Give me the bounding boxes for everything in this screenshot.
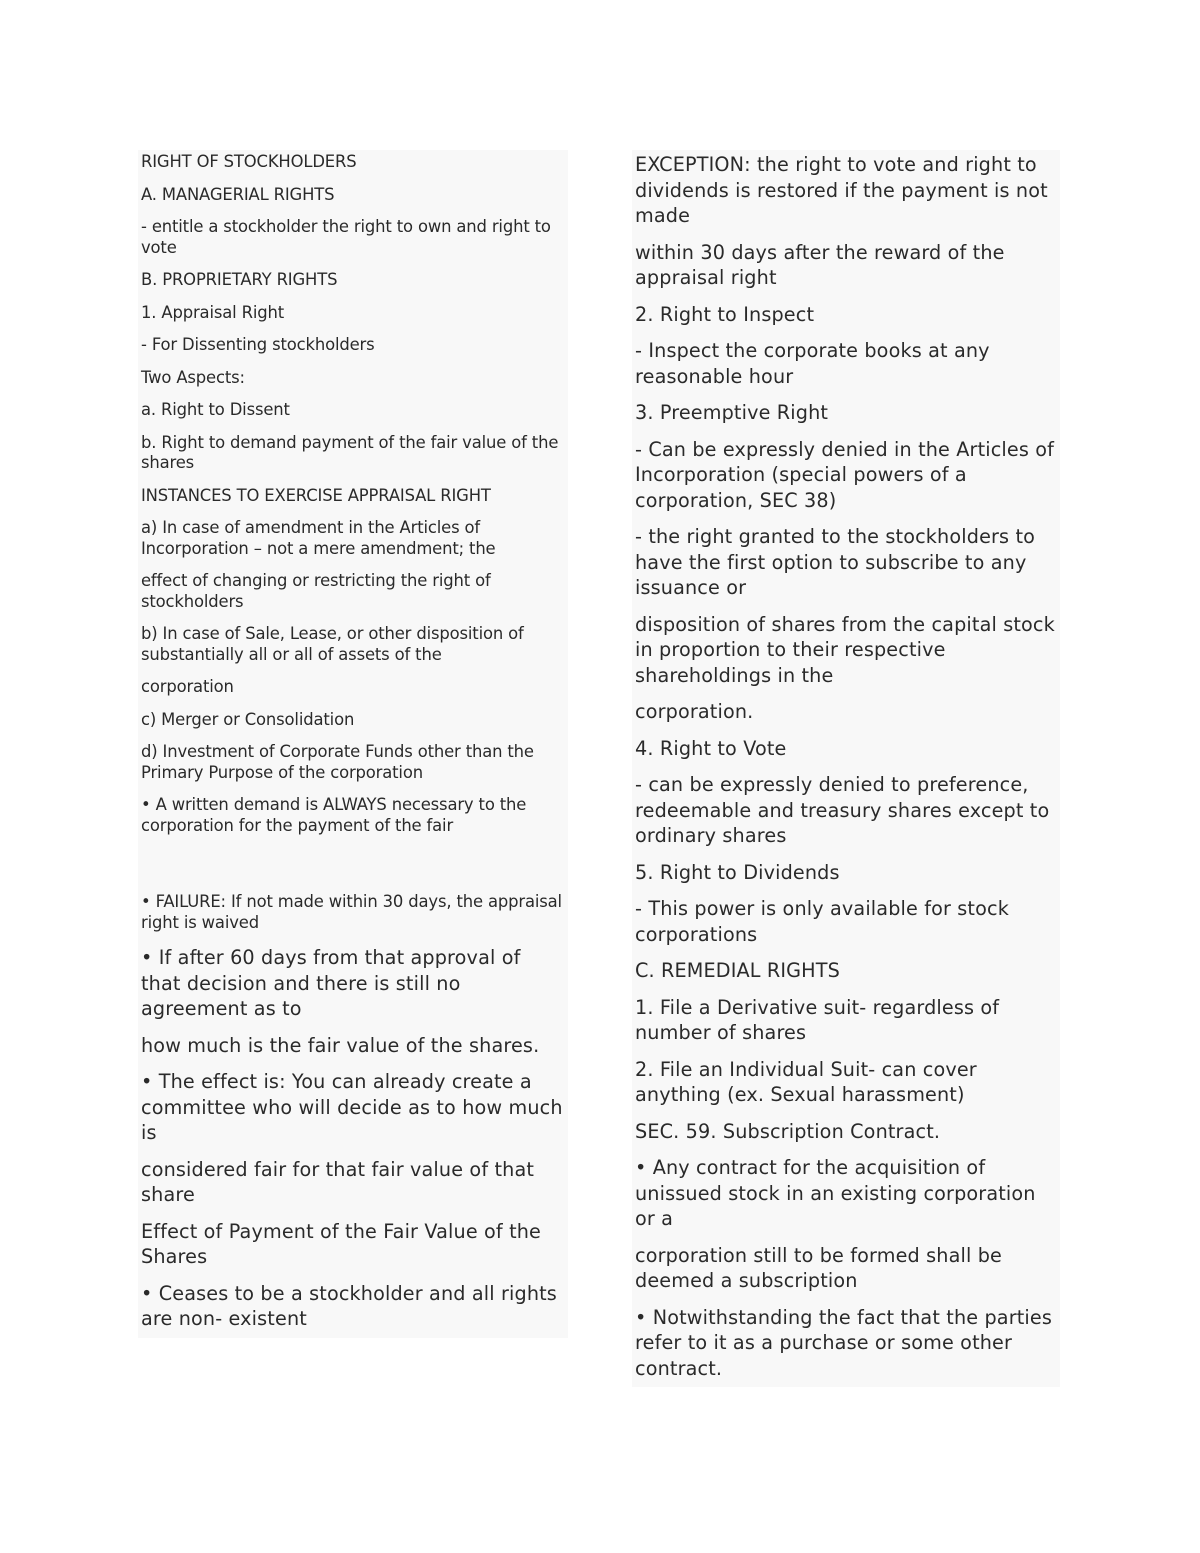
remedial-rights-heading: C. REMEDIAL RIGHTS — [635, 959, 840, 982]
right-to-dividends-desc: - This power is only available for stock corporations — [635, 897, 1009, 946]
instance-b-cont: corporation — [141, 677, 234, 696]
aspect-a: a. Right to Dissent — [141, 400, 290, 419]
derivative-suit: 1. File a Derivative suit- regardless of number of shares — [635, 995, 1000, 1044]
effect-bullet: • The effect is: You can already create a committee who will decide as to how much is — [141, 1070, 563, 1144]
ceases-bullet: • Ceases to be a stockholder and all rights are non- existent — [141, 1281, 557, 1330]
instance-a-cont: effect of changing or restricting the right of stockholders — [141, 571, 491, 611]
subscription-bullet-2: • Notwithstanding the fact that the parties refer to it as a purchase or some other contract. — [635, 1305, 1052, 1380]
instance-c: c) Merger or Consolidation — [141, 709, 355, 729]
right-to-inspect-heading: 2. Right to Inspect — [635, 302, 815, 326]
managerial-rights-heading: A. MANAGERIAL RIGHTS — [141, 184, 335, 204]
instances-heading: INSTANCES TO EXERCISE APPRAISAL RIGHT — [141, 485, 491, 505]
subscription-bullet-1-cont: corporation still to be formed shall be deemed a subscription — [635, 1243, 1002, 1292]
proprietary-rights-heading: B. PROPRIETARY RIGHTS — [141, 270, 338, 289]
instance-d: d) Investment of Corporate Funds other than the Primary Purpose of the corporation — [141, 742, 534, 782]
right-to-dividends-heading: 5. Right to Dividends — [635, 860, 840, 884]
section-title: RIGHT OF STOCKHOLDERS — [141, 152, 357, 171]
instance-a: a) In case of amendment in the Articles of Incorporation – not a mere amendment; the — [141, 518, 496, 558]
preemptive-right-desc-2: - the right granted to the stockholders to have the first option to subscribe to any issuance or — [635, 525, 1036, 599]
two-aspects-label: Two Aspects: — [141, 367, 245, 387]
right-column — [632, 150, 1060, 1387]
right-to-inspect-desc: - Inspect the corporate books at any reasonable hour — [635, 339, 990, 388]
appraisal-right-desc: - For Dissenting stockholders — [141, 335, 375, 354]
blank-gap — [141, 848, 566, 892]
sixty-days-cont: how much is the fair value of the shares. — [141, 1033, 540, 1057]
individual-suit: 2. File an Individual Suit- can cover anything (ex. Sexual harassment) — [635, 1057, 977, 1106]
subscription-bullet-1: • Any contract for the acquisition of unissued stock in an existing corporation or a — [635, 1156, 1036, 1230]
preemptive-right-desc-3: disposition of shares from the capital stock in proportion to their respective shareholdings in the — [635, 612, 1055, 687]
failure-bullet: • FAILURE: If not made within 30 days, the appraisal right is waived — [141, 892, 562, 932]
exception-text: EXCEPTION: the right to vote and right to dividends is restored if the payment is not made — [635, 153, 1048, 227]
sixty-days-bullet: • If after 60 days from that approval of that decision and there is still no agreement as to — [141, 946, 521, 1020]
left-column — [138, 150, 568, 1338]
sec-59-heading: SEC. 59. Subscription Contract. — [635, 1119, 941, 1143]
appraisal-right-heading: 1. Appraisal Right — [141, 302, 285, 322]
written-demand-bullet: • A written demand is ALWAYS necessary to the corporation for the payment of the fair — [141, 795, 527, 835]
effect-cont: considered fair for that fair value of that share — [141, 1157, 535, 1206]
managerial-rights-desc: - entitle a stockholder the right to own and right to vote — [141, 217, 551, 257]
effect-of-payment-heading: Effect of Payment of the Fair Value of the Shares — [141, 1219, 542, 1268]
right-to-vote-desc: - can be expressly denied to preference, redeemable and treasury shares except to ordinary shares — [635, 773, 1050, 847]
right-to-vote-heading: 4. Right to Vote — [635, 736, 787, 760]
preemptive-right-heading: 3. Preemptive Right — [635, 401, 829, 424]
preemptive-right-desc-1: - Can be expressly denied in the Articles of Incorporation (special powers of a corporation, SEC 38) — [635, 437, 1055, 512]
instance-b: b) In case of Sale, Lease, or other disposition of substantially all or all of assets of the — [141, 624, 524, 664]
preemptive-right-desc-4: corporation. — [635, 700, 754, 723]
aspect-b: b. Right to demand payment of the fair value of the shares — [141, 432, 559, 472]
exception-cont: within 30 days after the reward of the appraisal right — [635, 240, 1005, 289]
